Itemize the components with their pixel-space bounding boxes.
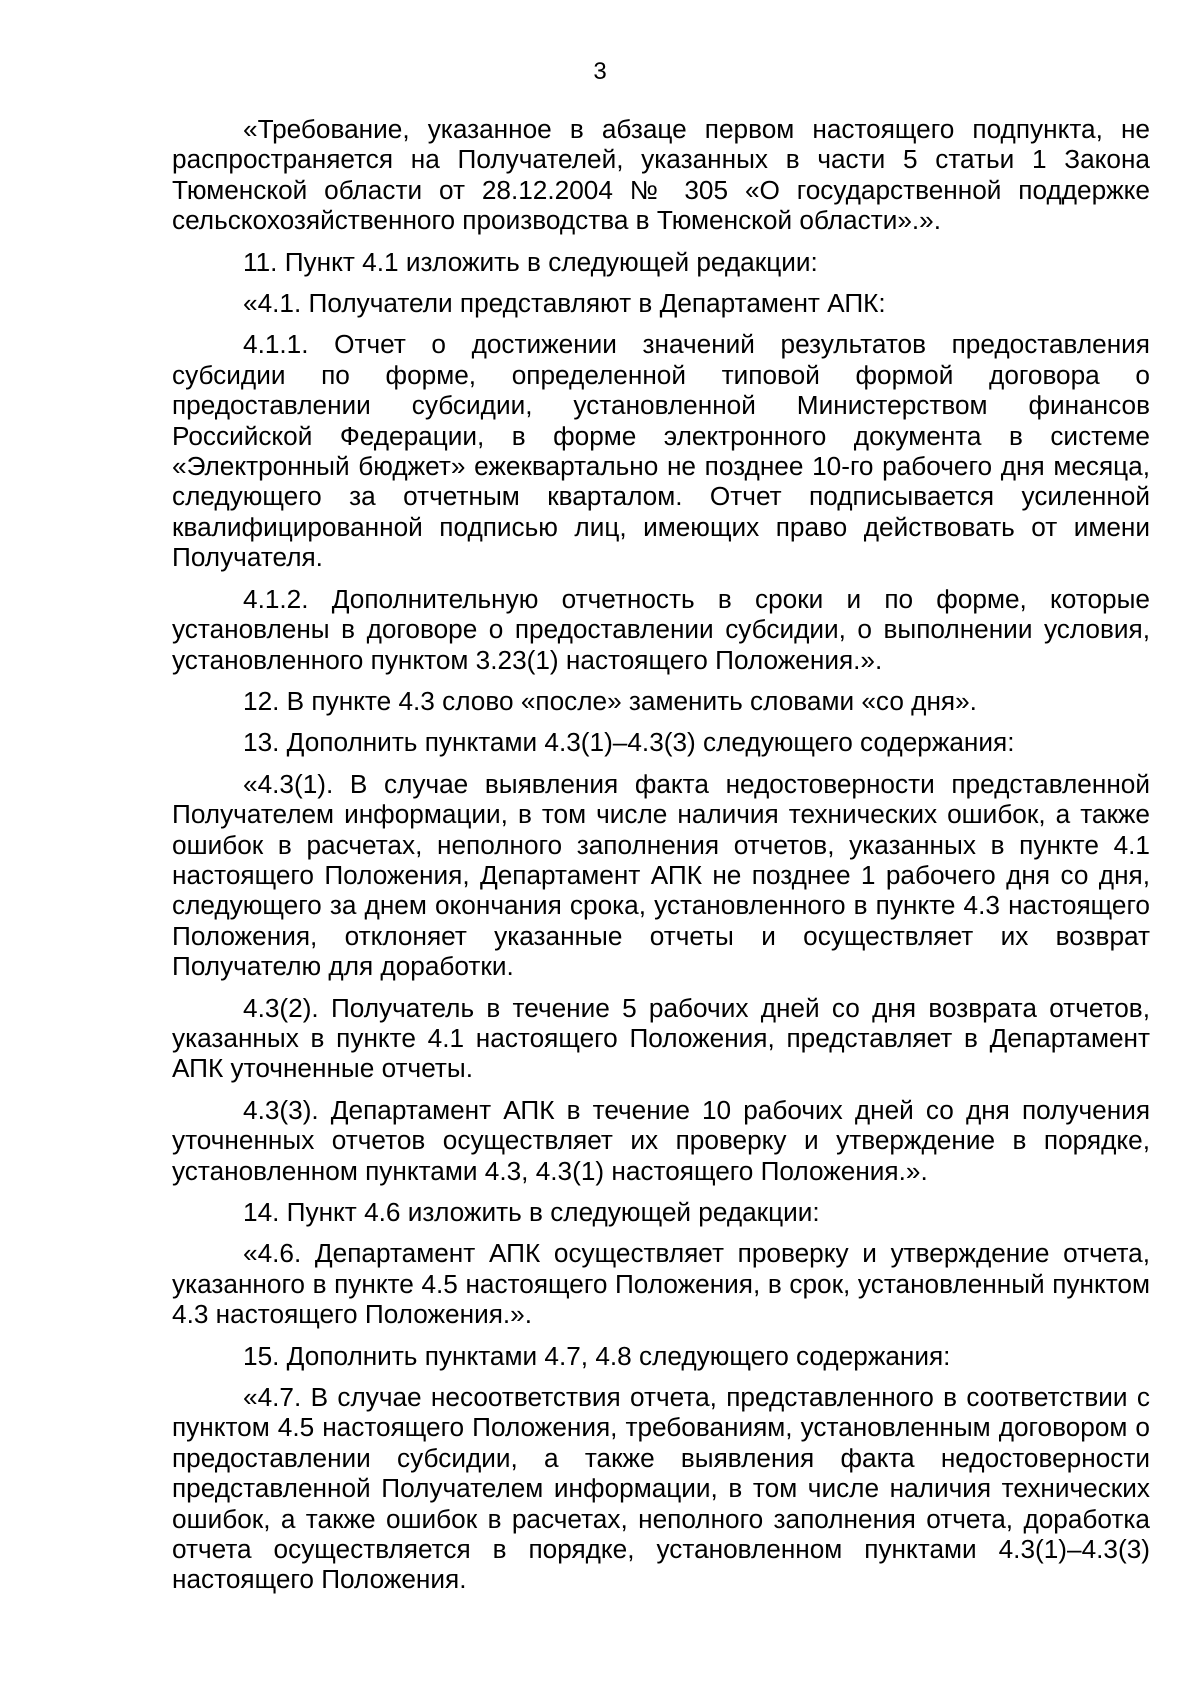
paragraph-clause-4-1-1: 4.1.1. Отчет о достижении значений результатов предоставления субсидии по форме, определенной типовой формой договора о предоставлении субсидии, установленной Министерством финансов Российской Федерации, в форме электронного документа в системе «Электронный бюджет» ежеквартально не позднее 10-го рабочего дня месяца, следующего за отчетным кварталом. Отчет подписывается усиленной квалифицированной подписью лиц, имеющих право действовать от имени Получателя. xyxy=(172,329,1150,573)
paragraph-clause-4-6: «4.6. Департамент АПК осуществляет проверку и утверждение отчета, указанного в пункте 4.5 настоящего Положения, в срок, установленный пунктом 4.3 настоящего Положения.». xyxy=(172,1238,1150,1330)
paragraph-clause-4-3-3: 4.3(3). Департамент АПК в течение 10 рабочих дней со дня получения уточненных отчетов осуществляет их проверку и утверждение в порядке, установленном пунктами 4.3, 4.3(1) настоящего Положения.». xyxy=(172,1094,1150,1186)
paragraph-clause-4-1: «4.1. Получатели представляют в Департамент АПК: xyxy=(243,288,886,319)
document-body xyxy=(172,114,1150,1595)
paragraph-clause-4-3-2: 4.3(2). Получатель в течение 5 рабочих дней со дня возврата отчетов, указанных в пункте 4.1 настоящего Положения, представляет в Департамент АПК уточненные отчеты. xyxy=(172,992,1150,1084)
paragraph-item-13: 13. Дополнить пунктами 4.3(1)–4.3(3) следующего содержания: xyxy=(243,727,1015,758)
paragraph-requirement-exception: «Требование, указанное в абзаце первом настоящего подпункта, не распространяется на Получателей, указанных в части 5 статьи 1 Закона Тюменской области от 28.12.2004 № 305 «О государственной поддержке сельскохозяйственного производства в Тюменской области».». xyxy=(172,114,1150,236)
paragraph-item-14: 14. Пункт 4.6 изложить в следующей редакции: xyxy=(243,1197,820,1227)
paragraph-clause-4-7: «4.7. В случае несоответствия отчета, представленного в соответствии с пунктом 4.5 настоящего Положения, требованиям, установленным договором о предоставлении субсидии, а также выявления факта недостоверности представленной Получателем информации, в том числе наличия технических ошибок, а также ошибок в расчетах, неполного заполнения отчета, доработка отчета осуществляется в порядке, установленном пунктами 4.3(1)–4.3(3) настоящего Положения. xyxy=(172,1382,1150,1595)
paragraph-clause-4-1-2: 4.1.2. Дополнительную отчетность в сроки и по форме, которые установлены в договоре о предоставлении субсидии, о выполнении условия, установленного пунктом 3.23(1) настоящего Положения.». xyxy=(172,583,1150,675)
page-number: 3 xyxy=(593,58,607,85)
paragraph-item-12: 12. В пункте 4.3 слово «после» заменить словами «со дня». xyxy=(243,685,977,716)
paragraph-clause-4-3-1: «4.3(1). В случае выявления факта недостоверности представленной Получателем информации, в том числе наличия технических ошибок, а также ошибок в расчетах, неполного заполнения отчетов, указанных в пункте 4.1 настоящего Положения, Департамент АПК не позднее 1 рабочего дня со дня, следующего за днем окончания срока, установленного в пункте 4.3 настоящего Положения, отклоняет указанные отчеты и осуществляет их возврат Получателю для доработки. xyxy=(172,768,1150,982)
paragraph-item-11: 11. Пункт 4.1 изложить в следующей редакции: xyxy=(243,246,818,277)
paragraph-item-15: 15. Дополнить пунктами 4.7, 4.8 следующего содержания: xyxy=(243,1340,951,1371)
